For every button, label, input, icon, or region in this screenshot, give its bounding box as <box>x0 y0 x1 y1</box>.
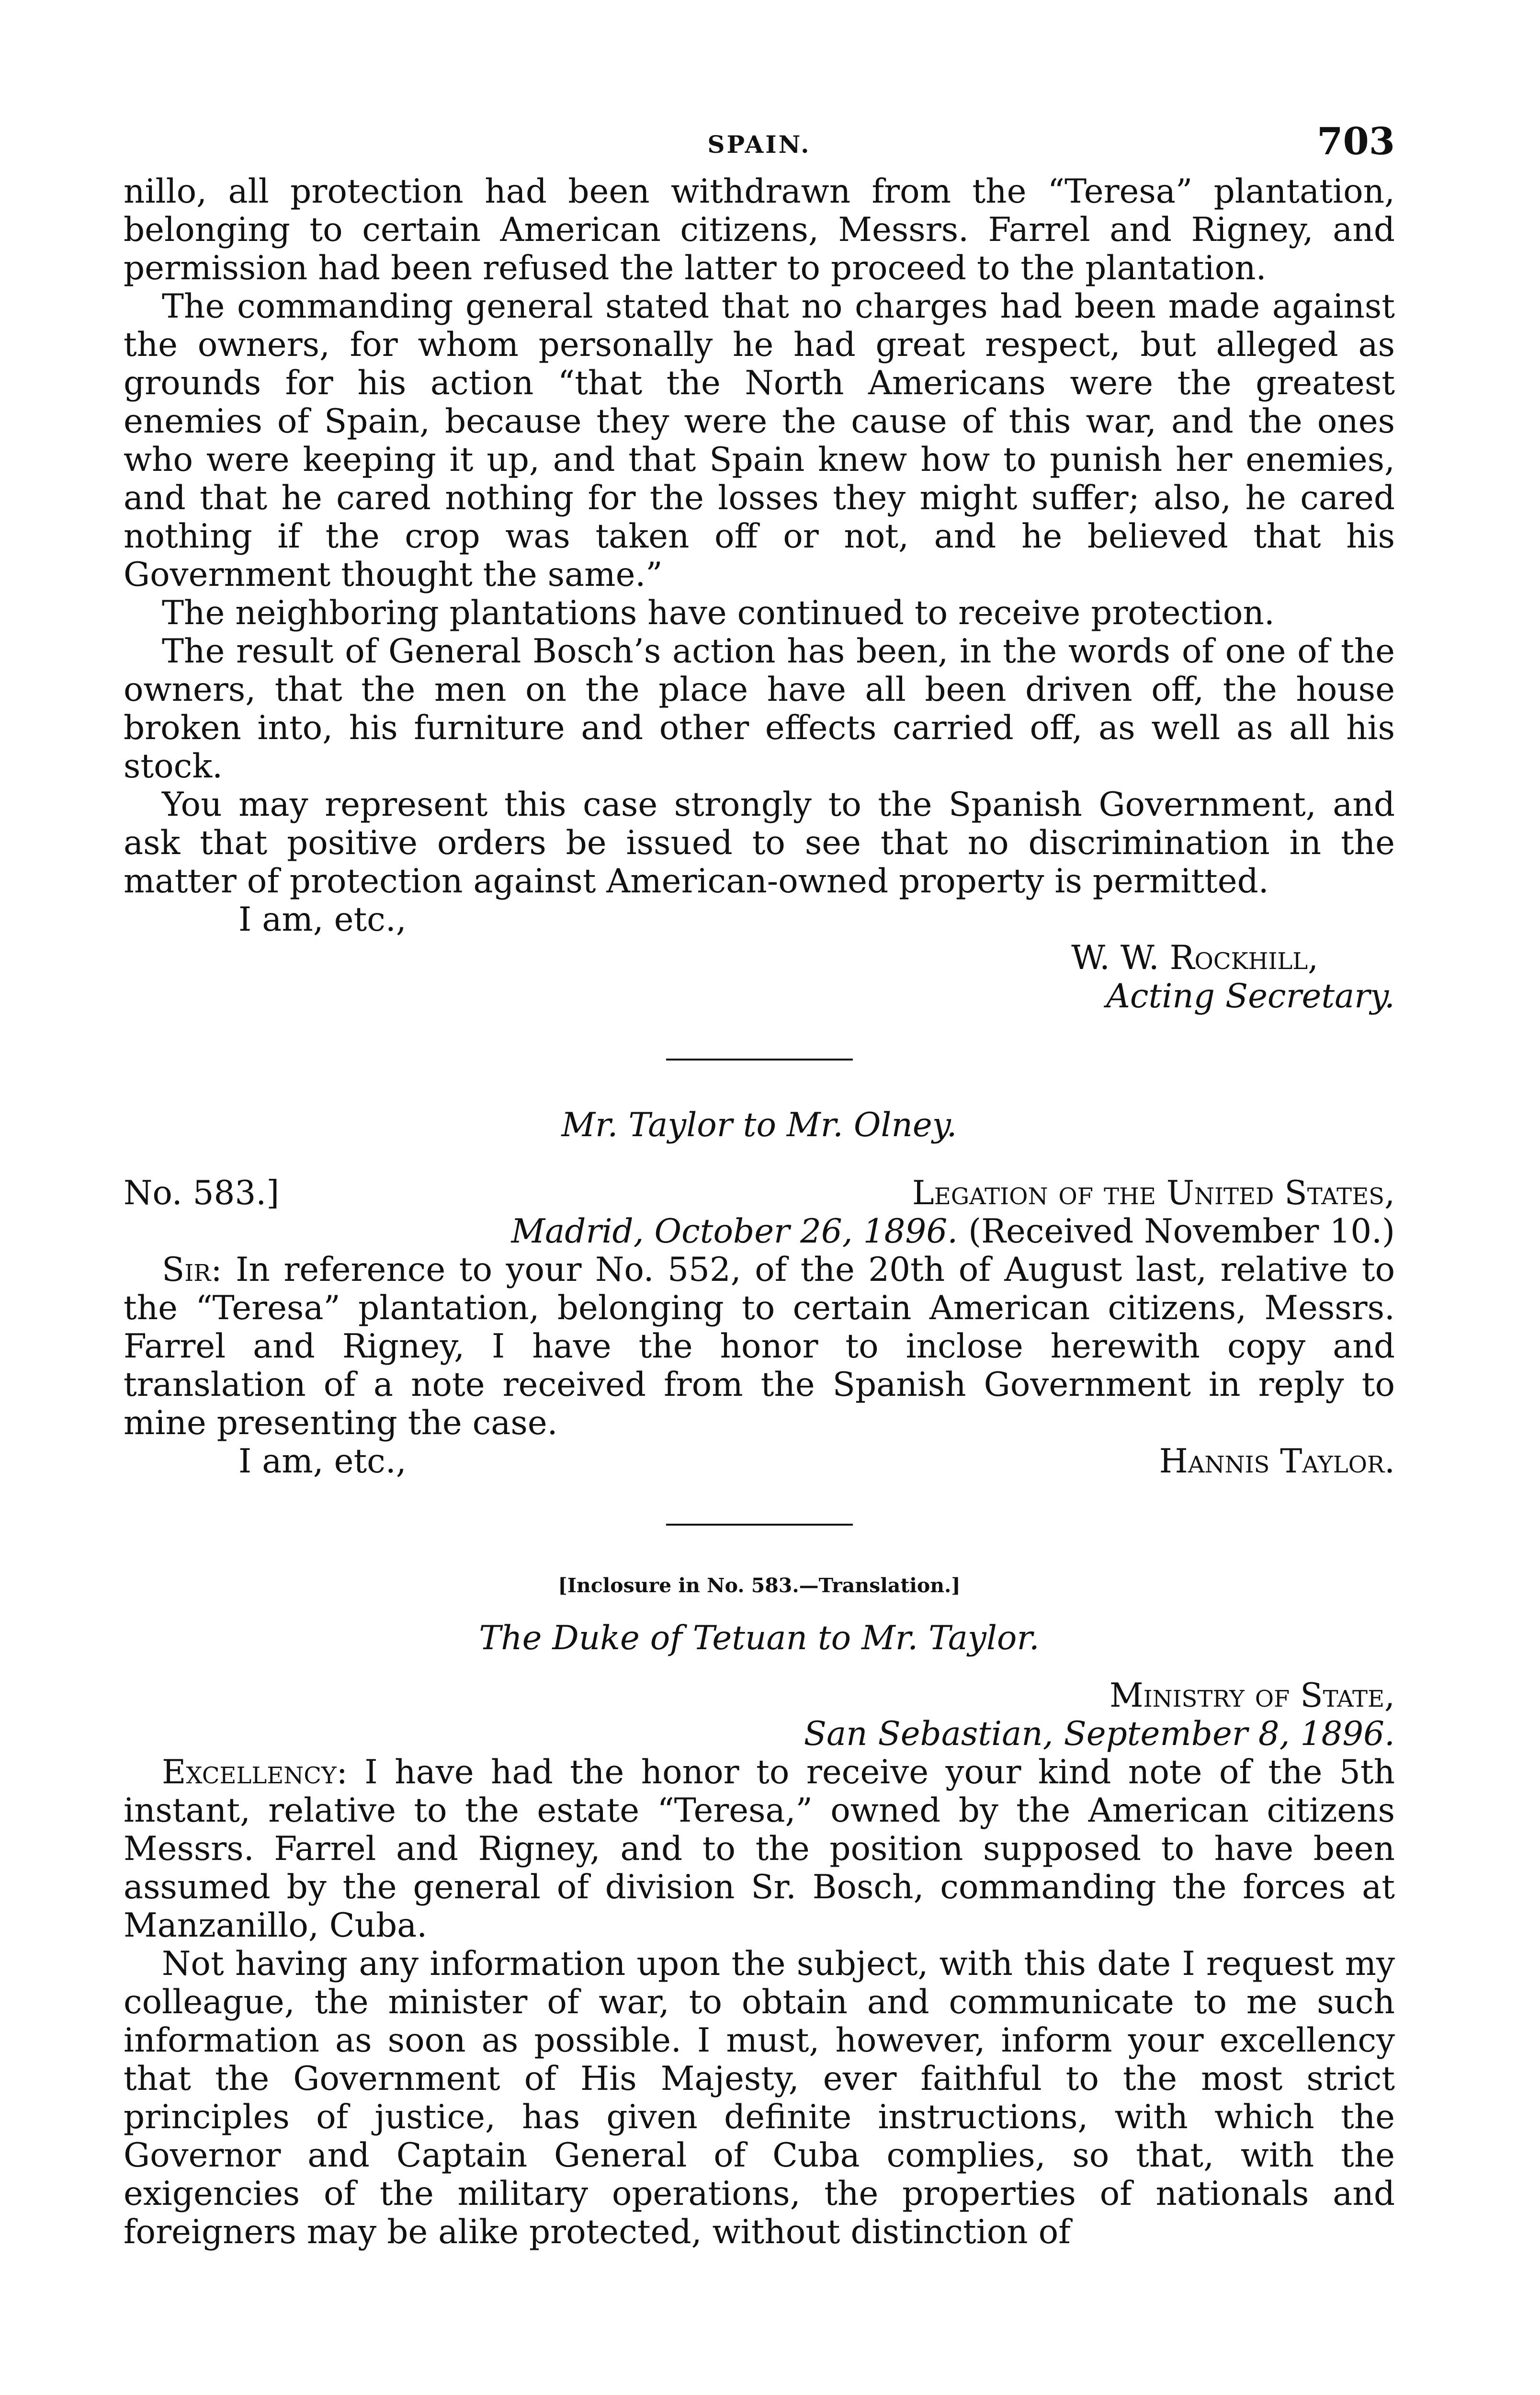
running-head <box>124 120 1395 172</box>
body-paragraph <box>124 1753 1395 1945</box>
body-text: In reference to your No. 552, of the 20th of August last, relative to the “Teresa” plantation, belonging to certain American citizens, Messrs. Farrel and Rigney, I have the honor to inclose herewith copy and translation of a note received from the Spanish Government in reply to mine presenting the case. <box>124 1251 1395 1442</box>
body-paragraph: The result of General Bosch’s action has been, in the words of one of the owners, that the men on the place have all been driven off, the house broken into, his furniture and other effects carried off, as well as all his stock. <box>124 632 1395 786</box>
salutation: Excellency: <box>162 1753 348 1791</box>
body-paragraph <box>124 1251 1395 1442</box>
received-date: (Received November 10.) <box>968 1212 1395 1251</box>
page-number: 703 <box>1317 120 1395 163</box>
letter-heading: Mr. Taylor to Mr. Olney. <box>561 1106 957 1144</box>
letter-heading: The Duke of Tetuan to Mr. Taylor. <box>479 1619 1040 1657</box>
sender-office: Ministry of State, <box>1109 1676 1395 1715</box>
inclosure-label: [Inclosure in No. 583.—Translation.] <box>558 1574 961 1597</box>
closing-row <box>124 1442 1395 1481</box>
continuation-paragraph: nillo, all protection had been withdrawn from the “Teresa” plantation, belonging to certain American citizens, Messrs. Farrel and Rigney, and permission had been refused the latter to proceed to the plantation. <box>124 172 1395 287</box>
document-number: No. 583.] <box>124 1174 280 1212</box>
place-date-line <box>124 1212 1395 1251</box>
signature-title: Acting Secretary. <box>1106 977 1395 1015</box>
closing: I am, etc., <box>238 1442 407 1481</box>
place-date: San Sebastian, September 8, 1896. <box>804 1715 1395 1753</box>
signature-block <box>124 939 1395 1015</box>
place-date-line <box>124 1715 1395 1753</box>
signature-name: W. W. Rockhill, <box>1071 939 1318 977</box>
body-paragraph: You may represent this case strongly to the Spanish Government, and ask that positive orders be issued to see that no discrimination in the matter of protection against American-owned property is permitted. <box>124 786 1395 901</box>
body-text: I have had the honor to receive your kind note of the 5th instant, relative to the estate “Teresa,” owned by the American citizens Messrs. Farrel and Rigney, and to the position supposed to have been assumed by the general of division Sr. Bosch, commanding the forces at Manzanillo, Cuba. <box>124 1753 1395 1945</box>
document-page <box>124 120 1395 2251</box>
body-paragraph: The neighboring plantations have continued to receive protection. <box>162 594 1275 632</box>
dateline-row <box>124 1174 1395 1212</box>
signature-name: Hannis Taylor. <box>1159 1442 1395 1481</box>
place-date: Madrid, October 26, 1896. <box>511 1212 958 1251</box>
closing: I am, etc., <box>238 901 407 939</box>
body-paragraph: Not having any information upon the subject, with this date I request my colleague, the minister of war, to obtain and communicate to me such information as soon as possible. I must, however, inform your excellency that the Government of His Majesty, ever faithful to the most strict principles of justice, has given definite instructions, with which the Governor and Captain General of Cuba complies, so that, with the exigencies of the military operations, the properties of nationals and foreigners may be alike protected, without distinction of <box>124 1945 1395 2251</box>
sender-office: Legation of the United States, <box>912 1174 1395 1212</box>
salutation: Sir: <box>162 1251 222 1289</box>
section-divider <box>666 1059 853 1061</box>
body-paragraph: The commanding general stated that no charges had been made against the owners, for whom personally he had great respect, but alleged as grounds for his action “that the North Americans were the greatest enemies of Spain, because they were the cause of this war, and the ones who were keeping it up, and that Spain knew how to punish her enemies, and that he cared nothing for the losses they might suffer; also, he cared nothing if the crop was taken off or not, and he believed that his Government thought the same.” <box>124 287 1395 594</box>
running-title: SPAIN. <box>707 130 811 159</box>
section-divider <box>666 1524 853 1526</box>
